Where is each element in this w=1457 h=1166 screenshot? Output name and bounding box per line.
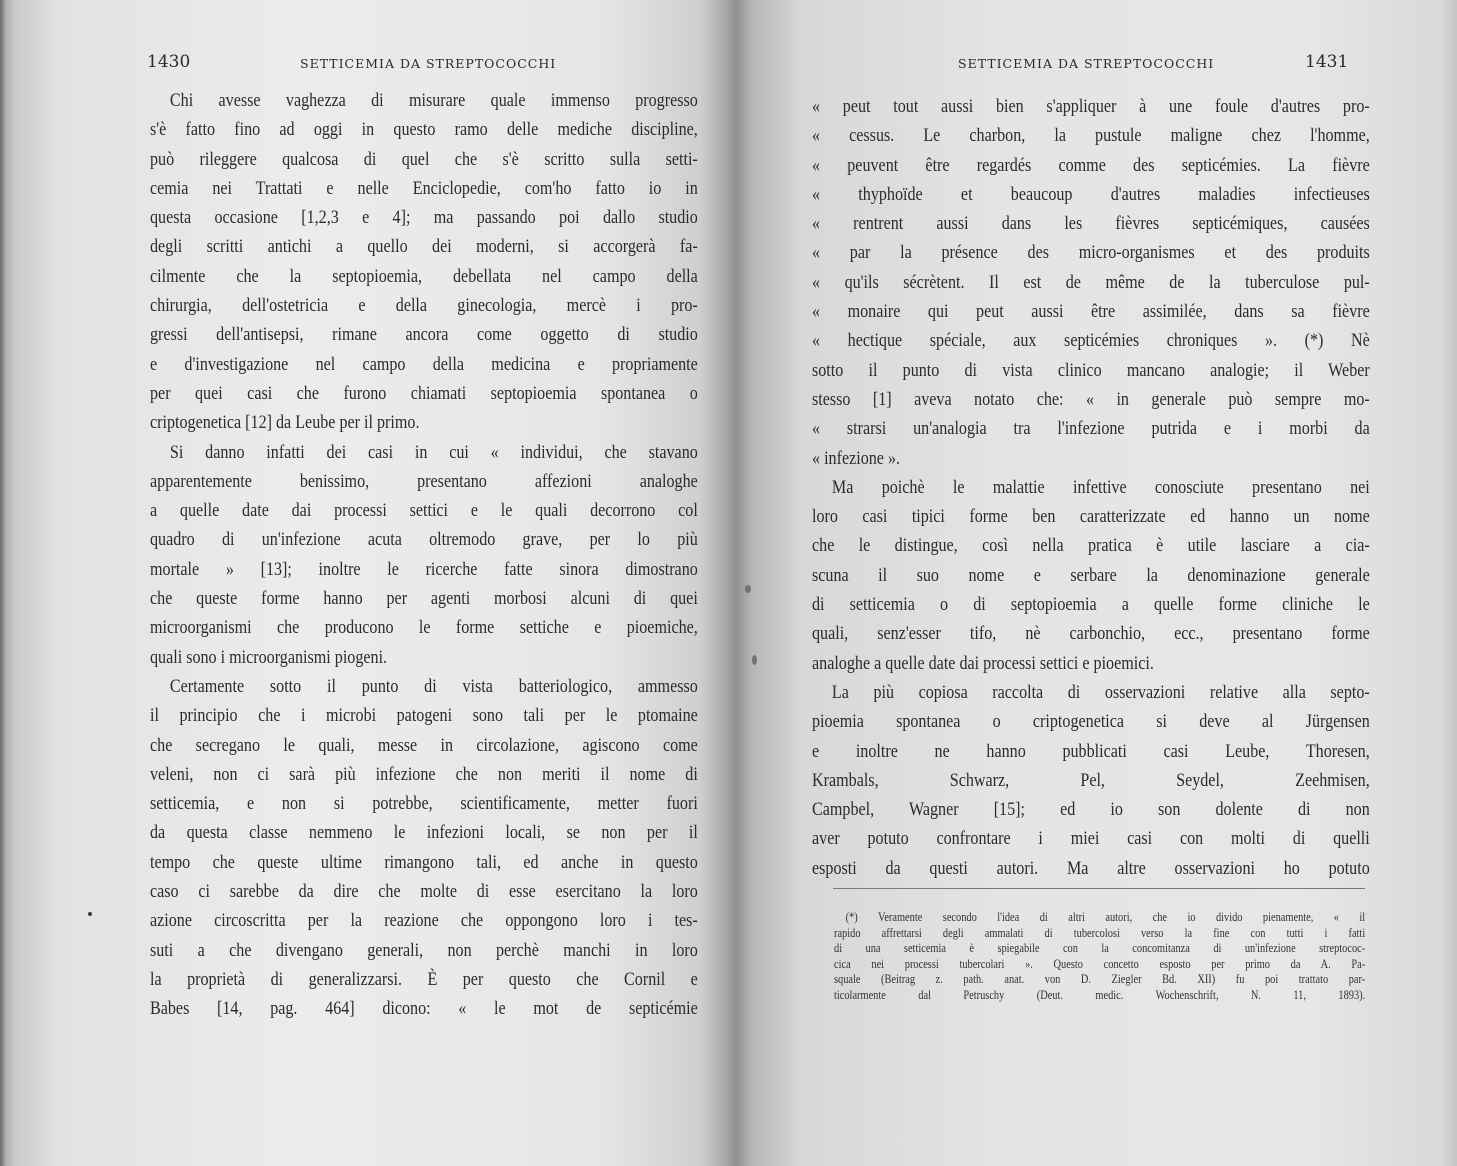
text-line: quali sono i microorganismi piogeni.: [150, 646, 388, 668]
text-line: criptogenetica [12] da Leube per il primo.: [150, 412, 420, 434]
text-line: « par la présence des micro-organismes et des produits: [812, 242, 1370, 264]
running-header: SETTICEMIA DA STREPTOCOCCHI: [300, 56, 557, 71]
footnote: [834, 910, 1365, 1004]
text-line: loro casi tipici forme ben caratterizzate ed hanno un nome: [812, 506, 1370, 528]
text-line: apparentemente benissimo, presentano affezioni analoghe: [150, 470, 698, 492]
text-line: questa occasione [1,2,3 e 4]; ma passando poi dallo studio: [150, 207, 698, 229]
text-line: Babes [14, pag. 464] dicono: « le mot de septicémie: [150, 998, 698, 1020]
footnote-rule: [833, 888, 1365, 889]
text-line: cemia nei Trattati e nelle Enciclopedie, com'ho fatto io in: [150, 177, 698, 199]
footnote-line: rapido affrettarsi degli ammalati di tubercolosi verso la fine con tutti i fatti: [834, 925, 1366, 940]
text-line: degli scritti antichi a quello dei moderni, si accorgerà fa-: [150, 236, 698, 258]
text-line: setticemia, e non si potrebbe, scientificamente, metter fuori: [150, 793, 698, 815]
text-line: Si danno infatti dei casi in cui « individui, che stavano: [169, 441, 698, 463]
text-line: analoghe a quelle date dai processi settici e pioemici.: [812, 652, 1154, 674]
text-line: aver potuto confrontare i miei casi con molti di quelli: [812, 828, 1370, 850]
text-line: Chi avesse vaghezza di misurare quale immenso progresso: [169, 90, 698, 111]
text-line: Ma poichè le malattie infettive conosciute presentano nei: [831, 476, 1370, 498]
paper-speck: [745, 585, 751, 593]
text-line: chirurgia, dell'ostetricia e della ginecologia, mercè i pro-: [150, 295, 698, 317]
text-line: tempo che queste ultime rimangono tali, ed anche in questo: [150, 851, 698, 873]
text-line: che le distingue, così nella pratica è utile lasciare a cia-: [812, 535, 1370, 557]
text-line: e d'investigazione nel campo della medicina e propriamente: [150, 353, 698, 375]
text-line: caso ci sarebbe da dire che molte di esse esercitano la loro: [150, 881, 698, 903]
text-line: gressi dell'antisepsi, rimane ancora come oggetto di studio: [150, 324, 698, 346]
text-line: « infezione ».: [812, 447, 901, 469]
text-line: di setticemia o di septopioemia a quelle forme cliniche le: [812, 594, 1370, 616]
text-line: La più copiosa raccolta di osservazioni relative alla septo-: [831, 681, 1370, 703]
text-line: cilmente che la septopioemia, debellata nel campo della: [150, 265, 698, 287]
text-line: quali, senz'esser tifo, nè carbonchio, ecc., presentano forme: [812, 623, 1370, 645]
text-line: scuna il suo nome e serbare la denominazione generale: [812, 564, 1370, 586]
text-line: « peut tout aussi bien s'appliquer à une foule d'autres pro-: [812, 96, 1370, 117]
footnote-line: di una setticemia è spiegabile con la concomitanza di un'infezione streptococ-: [834, 941, 1366, 956]
text-line: « thyphoïde et beaucoup d'autres maladies infectieuses: [812, 183, 1370, 205]
text-line: « qu'ils sécrètent. Il est de même de la tuberculose pul-: [812, 271, 1370, 293]
text-line: Krambals, Schwarz, Pel, Seydel, Zeehmisen,: [812, 769, 1370, 791]
footnote-line: cica nei processi tubercolari ». Questo concetto esposto per primo da A. Pa-: [834, 956, 1366, 971]
page-number: 1430: [147, 52, 191, 72]
text-line: il principio che i microbi patogeni sono tali per le ptomaine: [150, 705, 698, 727]
footnote-line: (*) Veramente secondo l'idea di altri autori, che io divido pienamente, « il: [845, 910, 1366, 924]
text-line: Certamente sotto il punto di vista batteriologico, ammesso: [169, 675, 698, 697]
footnote-line: ticolarmente dal Petruschy (Deut. medic. Wochenschrift, N. 11, 1893).: [834, 987, 1366, 1002]
left-body-text: [150, 86, 698, 1024]
text-line: s'è fatto fino ad oggi in questo ramo delle mediche discipline,: [150, 119, 698, 141]
text-line: da questa classe nemmeno le infezioni locali, se non per il: [150, 822, 698, 844]
text-line: « monaire qui peut aussi être assimilée, dans sa fièvre: [812, 301, 1370, 323]
text-line: veleni, non ci sarà più infezione che non meriti il nome di: [150, 763, 698, 785]
text-line: microorganismi che producono le forme settiche e pioemiche,: [150, 617, 698, 639]
text-line: sotto il punto di vista clinico mancano analogie; il Weber: [812, 359, 1370, 381]
text-line: può rileggere qualcosa di quel che s'è scritto sulla setti-: [150, 148, 698, 170]
text-line: azione circoscritta per la reazione che oppongono loro i tes-: [150, 910, 698, 932]
text-line: suti a che divengano generali, non perchè manchi in loro: [150, 939, 698, 961]
right-body-text: [812, 92, 1370, 883]
text-line: che secregano le quali, messe in circolazione, agiscono come: [150, 734, 698, 756]
text-line: e inoltre ne hanno pubblicati casi Leube, Thoresen,: [812, 740, 1370, 762]
text-line: Campbel, Wagner [15]; ed io son dolente di non: [812, 799, 1370, 821]
text-line: quadro di un'infezione acuta oltremodo grave, per lo più: [150, 529, 698, 551]
text-line: « cessus. Le charbon, la pustule maligne chez l'homme,: [812, 125, 1370, 147]
text-line: stesso [1] aveva notato che: « in generale può sempre mo-: [812, 388, 1370, 410]
text-line: « hectique spéciale, aux septicémies chroniques ». (*) Nè: [812, 330, 1370, 352]
text-line: « peuvent être regardés comme des septicémies. La fièvre: [812, 154, 1370, 176]
text-line: esposti da questi autori. Ma altre osservazioni ho potuto: [812, 857, 1370, 879]
running-header: SETTICEMIA DA STREPTOCOCCHI: [958, 56, 1215, 71]
text-line: « strarsi un'analogia tra l'infezione putrida e i morbi da: [812, 418, 1370, 440]
text-line: per quei casi che furono chiamati septopioemia spontanea o: [150, 382, 698, 404]
footnote-line: squale (Beitrag z. path. anat. von D. Ziegler Bd. XII) fu poi trattato par-: [834, 972, 1366, 987]
paper-speck: [88, 912, 92, 916]
text-line: mortale » [13]; inoltre le ricerche fatte sinora dimostrano: [150, 558, 698, 580]
text-line: « rentrent aussi dans les fièvres septicémiques, causées: [812, 213, 1370, 235]
text-line: la proprietà di generalizzarsi. È per questo che Cornil e: [150, 968, 698, 990]
paper-speck: [752, 655, 757, 665]
text-line: che queste forme hanno per agenti morbosi alcuni di quei: [150, 588, 698, 610]
text-line: pioemia spontanea o criptogenetica si deve al Jürgensen: [812, 711, 1370, 733]
page-number: 1431: [1305, 52, 1349, 72]
text-line: a quelle date dai processi settici e le quali decorrono col: [150, 500, 698, 522]
